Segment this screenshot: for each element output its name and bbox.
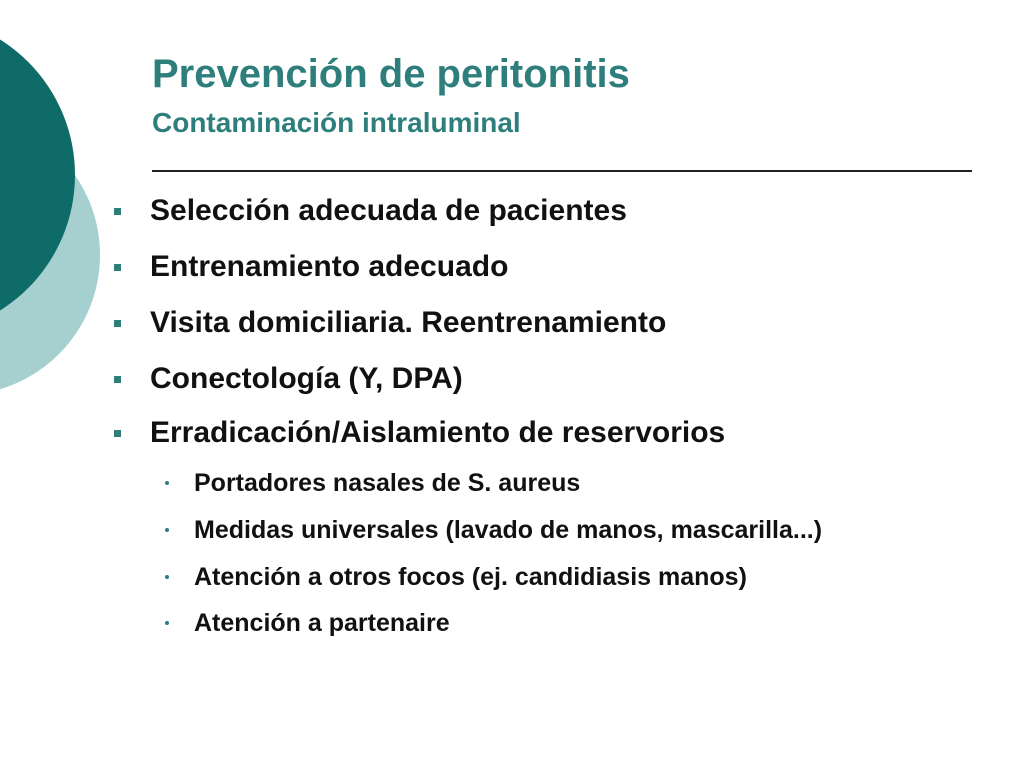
square-bullet-icon	[114, 376, 121, 383]
sub-bullet-text: Portadores nasales de S. aureus	[194, 469, 581, 497]
bullet-text: Visita domiciliaria. Reentrenamiento	[150, 306, 667, 339]
dot-bullet-icon	[165, 621, 169, 625]
sub-bullet-text: Atención a partenaire	[194, 609, 450, 637]
sub-bullet-item	[194, 562, 747, 592]
slide-subtitle: Contaminación intraluminal	[152, 107, 521, 138]
bullet-text: Erradicación/Aislamiento de reservorios	[150, 416, 726, 449]
sub-bullet-text: Atención a otros focos (ej. candidiasis manos)	[194, 563, 747, 591]
bullet-item	[150, 249, 508, 285]
square-bullet-icon	[114, 320, 121, 327]
dot-bullet-icon	[165, 481, 169, 485]
dot-bullet-icon	[165, 528, 169, 532]
bullet-item	[150, 415, 725, 451]
slide-title: Prevención de peritonitis	[152, 52, 630, 96]
sub-bullet-item	[194, 515, 822, 545]
square-bullet-icon	[114, 264, 121, 271]
square-bullet-icon	[114, 208, 121, 215]
square-bullet-icon	[114, 430, 121, 437]
bullet-text: Conectología (Y, DPA)	[150, 362, 463, 395]
bullet-text: Entrenamiento adecuado	[150, 250, 509, 283]
bullet-item	[150, 193, 627, 229]
sub-bullet-item	[194, 468, 580, 498]
dot-bullet-icon	[165, 575, 169, 579]
sub-bullet-item	[194, 608, 450, 638]
sub-bullet-text: Medidas universales (lavado de manos, mascarilla...)	[194, 516, 823, 544]
bullet-item	[150, 305, 666, 341]
bullet-text: Selección adecuada de pacientes	[150, 194, 627, 227]
bullet-item	[150, 361, 463, 397]
